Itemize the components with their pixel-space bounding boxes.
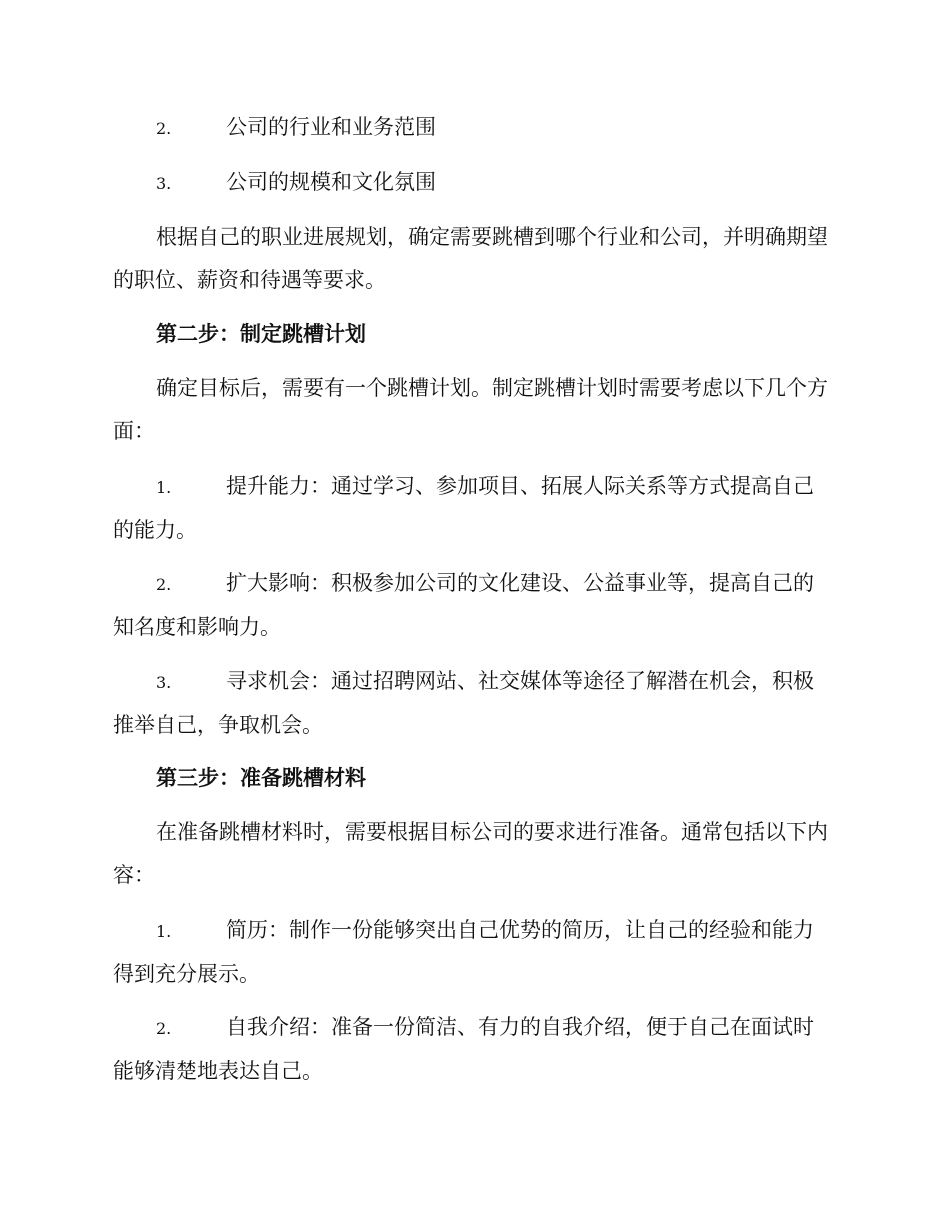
section-heading: 第三步：准备跳槽材料: [156, 765, 366, 790]
list-item: [113, 660, 833, 747]
list-number: 1.: [156, 478, 172, 497]
list-number: 2.: [156, 119, 172, 138]
list-item: [113, 562, 833, 649]
list-text: 提升能力：通过学习、参加项目、拓展人际关系等方式提高自己的能力。: [113, 474, 814, 542]
list-item: [113, 465, 833, 552]
list-text: 扩大影响：积极参加公司的文化建设、公益事业等，提高自己的知名度和影响力。: [113, 571, 814, 639]
paragraph: 根据自己的职业进展规划，确定需要跳槽到哪个行业和公司，并明确期望的职位、薪资和待遇等要求。: [113, 225, 828, 292]
list-number: 3.: [156, 174, 172, 193]
list-number: 2.: [156, 575, 172, 594]
list-number: 1.: [156, 922, 172, 941]
list-text: 寻求机会：通过招聘网站、社交媒体等途径了解潜在机会，积极推举自己，争取机会。: [113, 669, 814, 737]
list-number: 2.: [156, 1019, 172, 1038]
list-item: [113, 1006, 833, 1093]
list-text: 自我介绍：准备一份简洁、有力的自我介绍，便于自己在面试时能够清楚地表达自己。: [113, 1015, 814, 1083]
list-item: [113, 909, 833, 996]
list-item: [113, 106, 833, 150]
paragraph: 在准备跳槽材料时，需要根据目标公司的要求进行准备。通常包括以下内容：: [113, 820, 828, 887]
list-text: 公司的行业和业务范围: [226, 115, 436, 139]
list-text: 简历：制作一份能够突出自己优势的简历，让自己的经验和能力得到充分展示。: [113, 918, 814, 986]
list-number: 3.: [156, 673, 172, 692]
list-text: 公司的规模和文化氛围: [226, 170, 436, 194]
paragraph: 确定目标后，需要有一个跳槽计划。制定跳槽计划时需要考虑以下几个方面：: [113, 376, 828, 443]
section-heading: 第二步：制定跳槽计划: [156, 321, 366, 346]
list-item: [113, 161, 833, 205]
